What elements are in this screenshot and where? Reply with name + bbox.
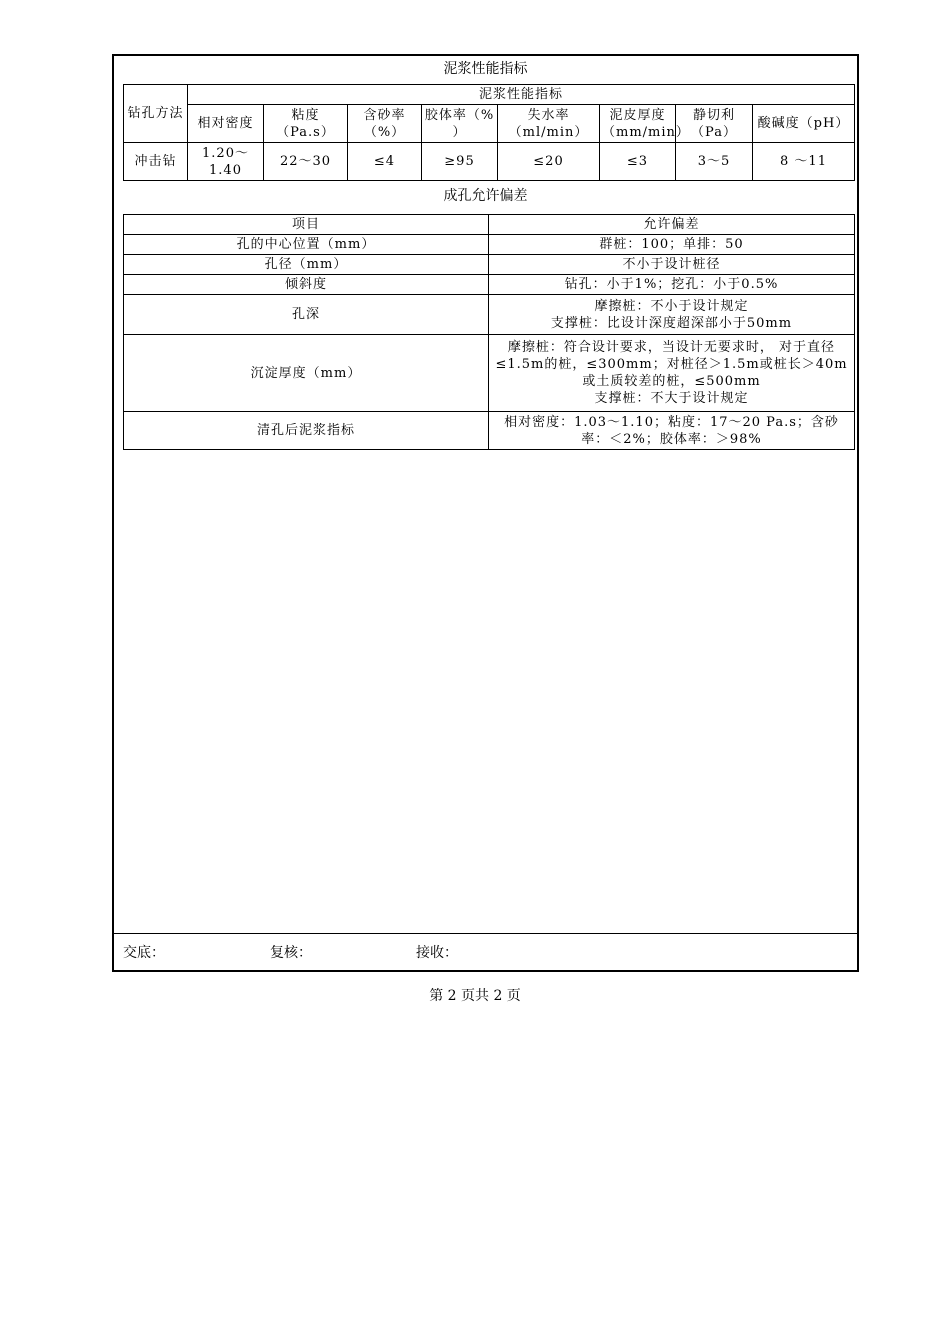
document-frame (112, 54, 859, 972)
page-number: 第 2 页共 2 页 (429, 988, 521, 1004)
handover-label: 交底： (123, 945, 165, 961)
table-cell: 1.20～1.40 (188, 143, 264, 181)
item-cell: 孔的中心位置（mm） (124, 235, 489, 255)
table-cell: ≥95 (422, 143, 498, 181)
column-header: 胶体率（% ） (422, 105, 498, 143)
column-header: 项目 (124, 215, 489, 235)
item-cell: 孔深 (124, 295, 489, 335)
mud-properties-table (123, 84, 855, 181)
value-cell: 群桩：100；单排：50 (489, 235, 855, 255)
item-cell: 倾斜度 (124, 275, 489, 295)
column-header: 酸碱度（pH） (753, 105, 855, 143)
item-cell: 孔径（mm） (124, 255, 489, 275)
column-header: 粘度（Pa.s） (264, 105, 348, 143)
group-header: 泥浆性能指标 (188, 85, 855, 105)
value-cell: 摩擦桩：符合设计要求，当设计无要求时， 对于直径≤1.5m的桩，≤300mm；对桩径＞1.5m或桩长＞40m或土质较差的桩，≤500mm 支撑桩：不大于设计规定 (489, 335, 855, 412)
method-header: 钻孔方法 (124, 85, 188, 143)
deviation-section-title: 成孔允许偏差 (443, 188, 528, 204)
column-header: 静切利（Pa） (676, 105, 753, 143)
item-cell: 清孔后泥浆指标 (124, 412, 489, 450)
column-header: 相对密度 (188, 105, 264, 143)
table-cell: ≤3 (600, 143, 676, 181)
column-header: 允许偏差 (489, 215, 855, 235)
value-cell: 不小于设计桩径 (489, 255, 855, 275)
footer-divider (114, 933, 857, 934)
table-cell: ≤20 (498, 143, 600, 181)
value-cell: 摩擦桩：不小于设计规定 支撑桩：比设计深度超深部小于50mm (489, 295, 855, 335)
receive-label: 接收： (416, 945, 458, 961)
item-cell: 沉淀厚度（mm） (124, 335, 489, 412)
method-cell: 冲击钻 (124, 143, 188, 181)
review-label: 复核： (270, 945, 312, 961)
column-header: 泥皮厚度（mm/min） (600, 105, 676, 143)
value-cell: 相对密度：1.03～1.10；粘度：17～20 Pa.s；含砂率：＜2%；胶体率：＞98% (489, 412, 855, 450)
table-cell: ≤4 (348, 143, 422, 181)
mud-section-title: 泥浆性能指标 (443, 61, 528, 77)
column-header: 含砂率（%） (348, 105, 422, 143)
deviation-table (123, 214, 855, 450)
table-cell: 3～5 (676, 143, 753, 181)
table-cell: 22～30 (264, 143, 348, 181)
value-cell: 钻孔：小于1%；挖孔：小于0.5% (489, 275, 855, 295)
column-header: 失水率（ml/min） (498, 105, 600, 143)
table-cell: 8 ～11 (753, 143, 855, 181)
